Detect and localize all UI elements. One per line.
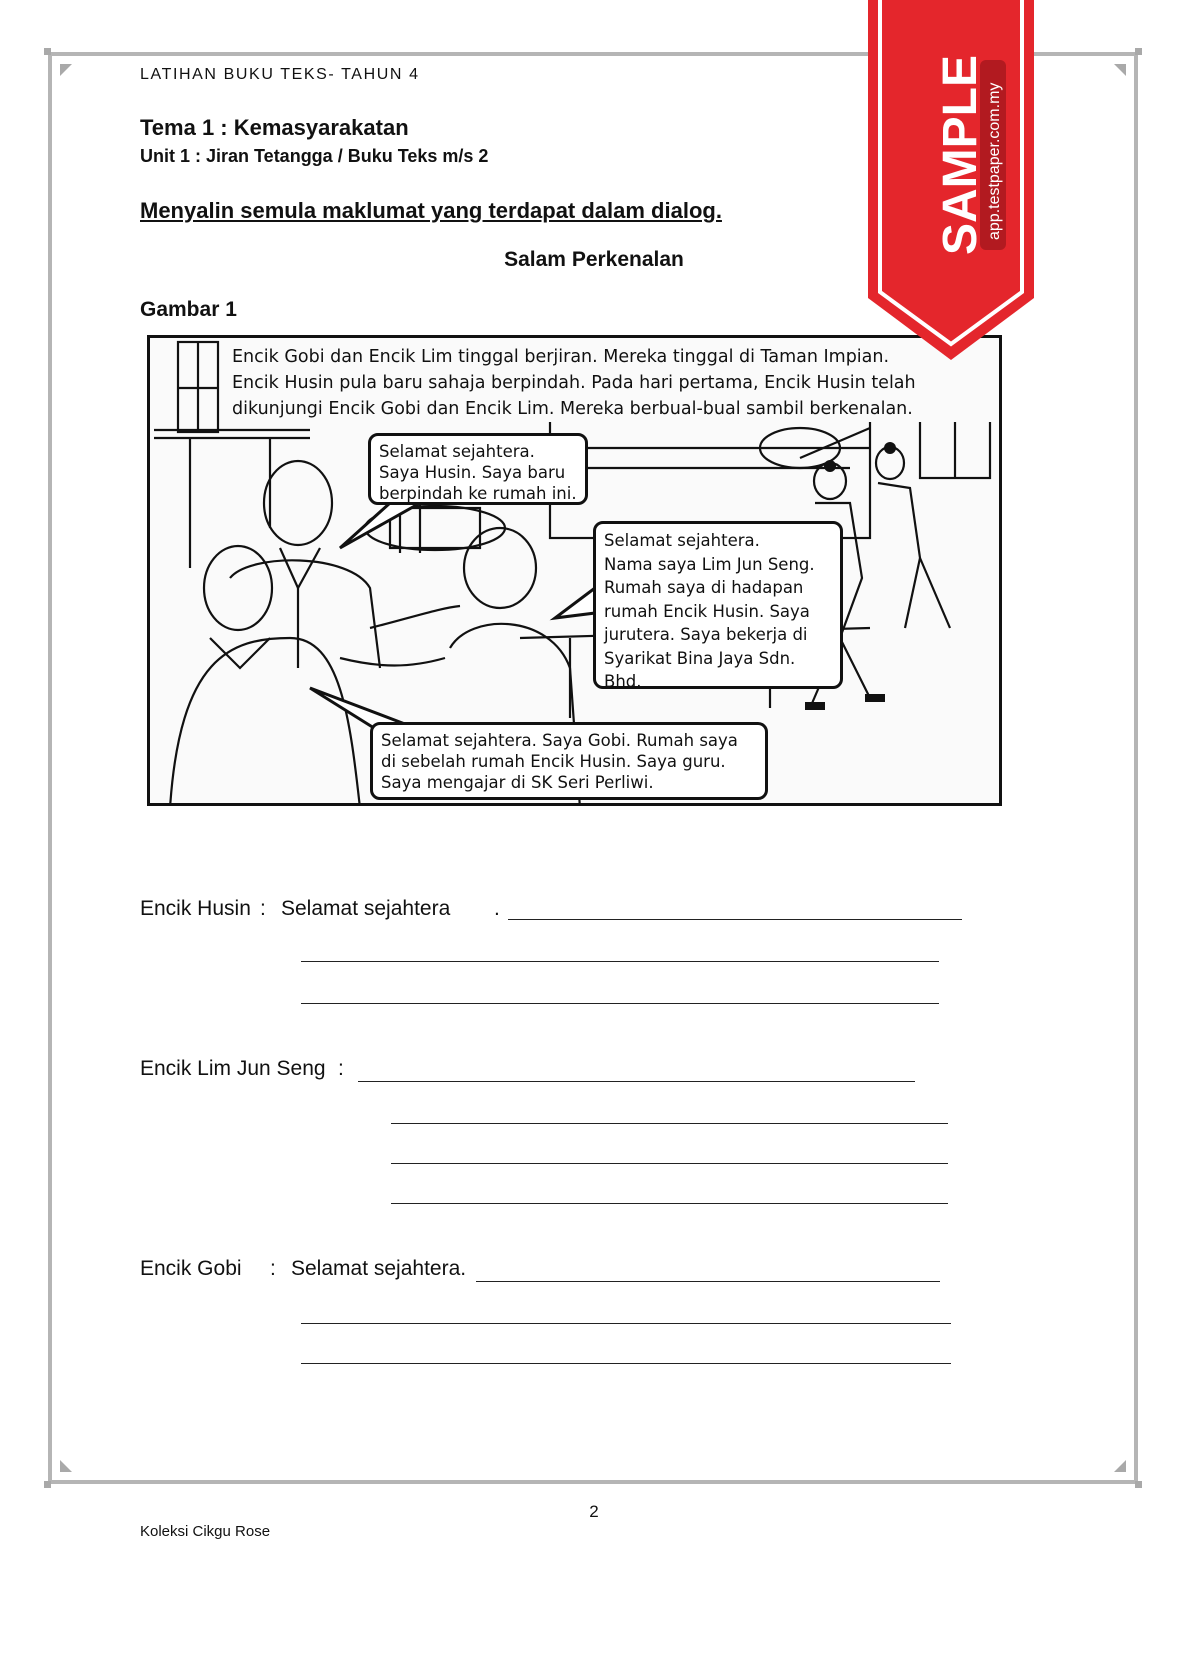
speaker-label-gobi: Encik Gobi <box>140 1257 242 1280</box>
worksheet-header: LATIHAN BUKU TEKS- TAHUN 4 <box>140 66 420 83</box>
prompt-husin: Selamat sejahtera <box>281 897 451 920</box>
answer-line-husin[interactable] <box>301 1003 939 1004</box>
speaker-colon: : <box>338 1057 344 1080</box>
bubble-line: Rumah saya di hadapan <box>604 578 804 597</box>
speech-bubble-husin <box>368 433 588 505</box>
bubble-line: Syarikat Bina Jaya Sdn. Bhd. <box>604 648 796 691</box>
corner-mark <box>60 64 72 76</box>
bubble-line: Saya mengajar di SK Seri Perliwi. <box>381 773 654 792</box>
bubble-line: rumah Encik Husin. Saya <box>604 601 810 621</box>
bubble-line: Saya Husin. Saya baru <box>379 463 566 482</box>
speech-bubble-gobi <box>370 722 768 800</box>
watermark-site: app.testpaper.com.my <box>986 82 1003 240</box>
prompt-dot: . <box>494 897 500 920</box>
sample-ribbon <box>868 0 1038 360</box>
bubble-line: Nama saya Lim Jun Seng. <box>604 554 815 574</box>
speaker-label-lim: Encik Lim Jun Seng <box>140 1057 326 1080</box>
dialog-title: Salam Perkenalan <box>504 248 684 271</box>
bubble-line: di sebelah rumah Encik Husin. Saya guru. <box>381 752 726 771</box>
answer-line-husin[interactable] <box>508 919 962 920</box>
corner-mark <box>1114 1460 1126 1472</box>
speaker-colon: : <box>270 1257 276 1280</box>
prompt-gobi: Selamat sejahtera. <box>291 1257 467 1280</box>
instruction-text: Menyalin semula maklumat yang terdapat dalam dialog. <box>140 198 722 223</box>
answer-line-lim[interactable] <box>391 1123 948 1124</box>
border-dot <box>44 48 51 55</box>
answer-line-husin[interactable] <box>301 961 939 962</box>
border-dot <box>44 1481 51 1488</box>
border-dot <box>1135 1481 1142 1488</box>
answer-line-gobi[interactable] <box>476 1281 940 1282</box>
bubble-line: jurutera. Saya bekerja di <box>604 625 808 644</box>
narration-line: Encik Gobi dan Encik Lim tinggal berjiran. Mereka tinggal di Taman Impian. <box>232 347 890 367</box>
bubble-line: Selamat sejahtera. Saya Gobi. Rumah saya <box>381 731 738 750</box>
answer-line-lim[interactable] <box>358 1081 915 1082</box>
figure-label: Gambar 1 <box>140 298 237 321</box>
answer-line-gobi[interactable] <box>301 1363 951 1364</box>
speaker-colon: : <box>260 897 266 920</box>
bubble-line: Selamat sejahtera. <box>379 442 535 461</box>
bubble-line: berpindah ke rumah ini. <box>379 484 577 503</box>
speech-bubble-lim <box>593 521 843 689</box>
sample-label: SAMPLE <box>934 54 987 255</box>
answer-line-lim[interactable] <box>391 1203 948 1204</box>
comic-illustration <box>147 335 1002 806</box>
bubble-line: Selamat sejahtera. <box>604 531 760 550</box>
speaker-label-husin: Encik Husin <box>140 897 251 920</box>
answer-line-gobi[interactable] <box>301 1323 951 1324</box>
corner-mark <box>1114 64 1126 76</box>
unit-title: Unit 1 : Jiran Tetangga / Buku Teks m/s 2 <box>140 146 489 166</box>
narration-line: Encik Husin pula baru sahaja berpindah. Pada hari pertama, Encik Husin telah <box>232 373 916 393</box>
theme-title: Tema 1 : Kemasyarakatan <box>140 115 409 140</box>
corner-mark <box>60 1460 72 1472</box>
border-dot <box>1135 48 1142 55</box>
footer-credit: Koleksi Cikgu Rose <box>140 1523 271 1540</box>
answer-line-lim[interactable] <box>391 1163 948 1164</box>
page-number: 2 <box>589 1502 599 1521</box>
narration-line: dikunjungi Encik Gobi dan Encik Lim. Mereka berbual-bual sambil berkenalan. <box>232 399 913 419</box>
